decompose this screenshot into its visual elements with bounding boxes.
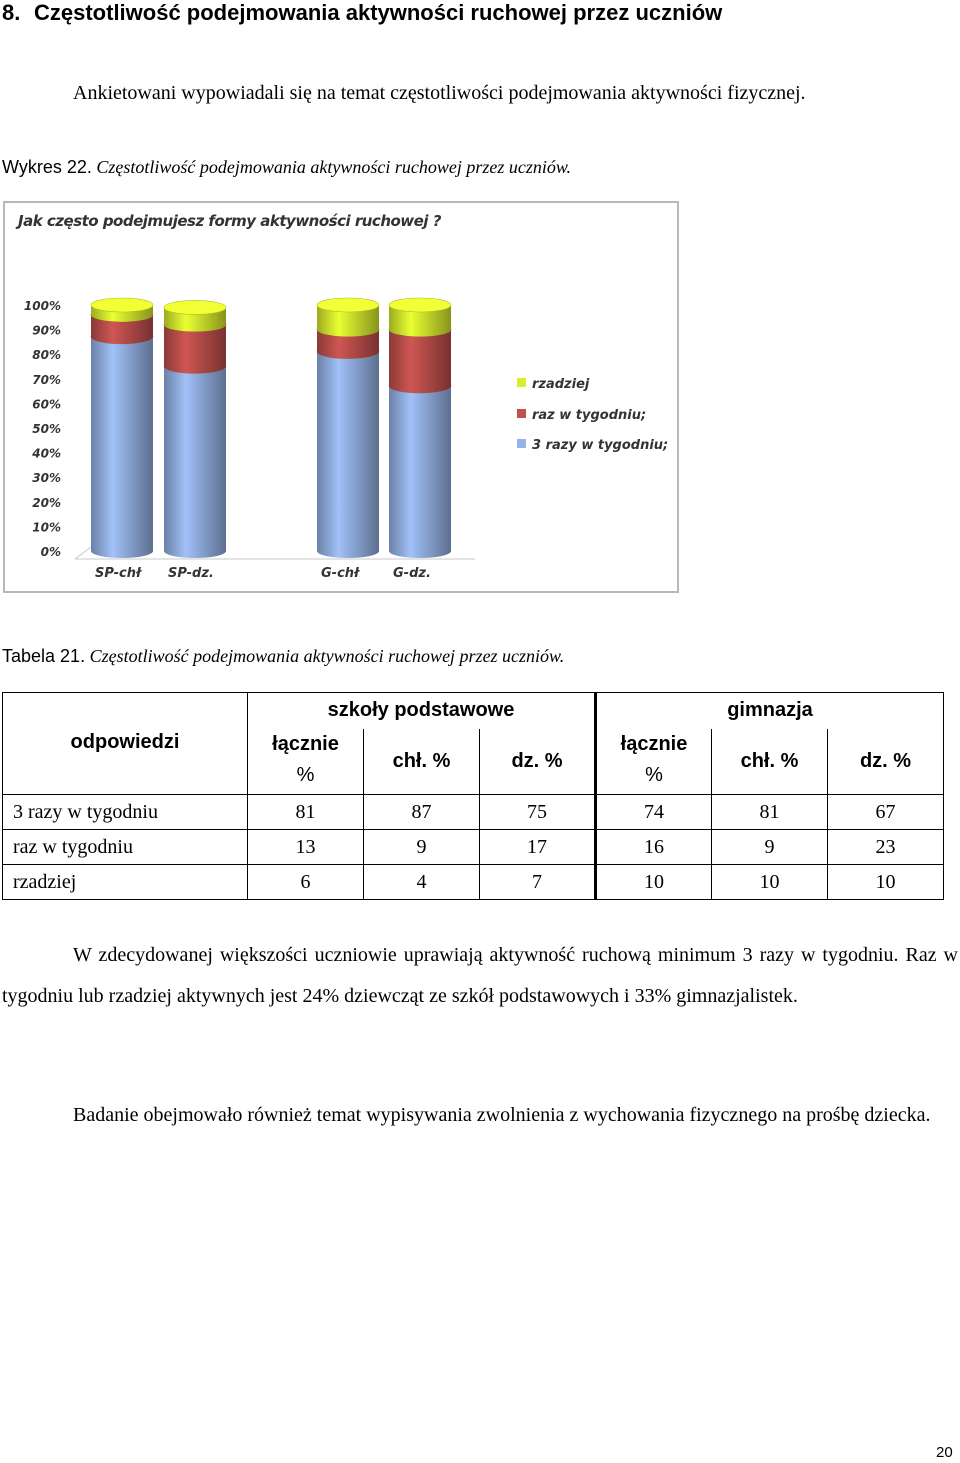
header-total-gymnasium (596, 729, 712, 795)
cell-value: 87 (364, 795, 480, 830)
cell-value: 9 (364, 830, 480, 865)
chart-caption-label: Wykres 22. (2, 157, 92, 177)
legend-swatch (517, 409, 526, 418)
cell-value: 10 (596, 865, 712, 900)
cell-value: 67 (828, 795, 944, 830)
chart-caption (2, 157, 571, 178)
y-tick-label: 20% (32, 495, 61, 510)
header-total-label: łącznie (620, 732, 688, 755)
section-title: Częstotliwość podejmowania aktywności ruchowej przez uczniów (34, 0, 723, 25)
cell-value: 6 (248, 865, 364, 900)
table-row (3, 830, 944, 865)
header-total-unit: % (645, 763, 663, 786)
row-label: 3 razy w tygodniu (3, 795, 248, 830)
chart-title: Jak często podejmujesz formy aktywności ruchowej ? (18, 212, 441, 230)
x-tick-label: SP-chł (95, 566, 141, 581)
header-total-primary (248, 729, 364, 795)
y-tick-label: 40% (32, 446, 61, 461)
bar-segment (164, 367, 226, 559)
bar-segment-cap (164, 300, 226, 314)
cell-value: 17 (480, 830, 596, 865)
cell-value: 75 (480, 795, 596, 830)
paragraph-summary-text: W zdecydowanej większości uczniowie uprawiają aktywność ruchową minimum 3 razy w tygodniu. Raz w tygodniu lub rzadziej aktywnych jest 24% dziewcząt ze szkół podstawowych i 33% gimnazjalistek. (2, 944, 958, 1007)
cell-value: 23 (828, 830, 944, 865)
bar-segment (164, 325, 226, 374)
paragraph-exemption (2, 1095, 958, 1136)
intro-text: Ankietowani wypowiadali się na temat częstotliwości podejmowania aktywności fizycznej. (73, 82, 806, 104)
bar-segment-cap (317, 298, 379, 312)
y-tick-label: 90% (32, 323, 61, 338)
x-tick-label: G-chł (321, 566, 359, 581)
stacked-bar-chart (5, 203, 677, 591)
header-gymnasium: gimnazja (596, 693, 944, 729)
table-row (3, 865, 944, 900)
y-tick-label: 60% (32, 397, 61, 412)
header-primary-schools: szkoły podstawowe (248, 693, 596, 729)
y-tick-label: 70% (32, 372, 61, 387)
cell-value: 81 (712, 795, 828, 830)
cell-value: 74 (596, 795, 712, 830)
table-caption-label: Tabela 21. (2, 646, 86, 666)
frequency-table (2, 692, 944, 900)
legend-swatch (517, 439, 526, 448)
cell-value: 4 (364, 865, 480, 900)
header-girls-gymnasium: dz. % (828, 729, 944, 795)
bar-segment (317, 352, 379, 558)
cell-value: 7 (480, 865, 596, 900)
bar-segment-cap (389, 298, 451, 312)
bar-segment-cap (91, 298, 153, 312)
header-boys-primary: chł. % (364, 729, 480, 795)
row-label: raz w tygodniu (3, 830, 248, 865)
cell-value: 9 (712, 830, 828, 865)
chart-caption-text: Częstotliwość podejmowania aktywności ruchowej przez uczniów. (96, 157, 572, 177)
cell-value: 10 (712, 865, 828, 900)
y-tick-label: 80% (32, 348, 61, 363)
table-row (3, 795, 944, 830)
cell-value: 81 (248, 795, 364, 830)
cell-value: 16 (596, 830, 712, 865)
paragraph-exemption-text: Badanie obejmowało również temat wypisywania zwolnienia z wychowania fizycznego na prośbę dziecka. (73, 1104, 931, 1126)
bar-segment (389, 386, 451, 558)
legend-label: raz w tygodniu; (532, 408, 647, 423)
table-caption (2, 646, 564, 667)
legend-swatch (517, 378, 526, 387)
y-tick-label: 0% (40, 545, 61, 559)
x-tick-label: G-dz. (393, 566, 431, 581)
floor-edge (75, 547, 91, 559)
header-answers: odpowiedzi (3, 693, 248, 795)
x-tick-label: SP-dz. (168, 566, 214, 581)
header-girls-primary: dz. % (480, 729, 596, 795)
row-label: rzadziej (3, 865, 248, 900)
legend-label: 3 razy w tygodniu; (532, 438, 669, 453)
bar-segment (389, 330, 451, 394)
cell-value: 10 (828, 865, 944, 900)
section-heading (2, 0, 722, 26)
paragraph-summary (2, 935, 958, 1017)
bar-segment (91, 337, 153, 558)
y-tick-label: 10% (32, 520, 61, 535)
header-boys-gymnasium: chł. % (712, 729, 828, 795)
chart-frame (3, 201, 679, 593)
table-caption-text: Częstotliwość podejmowania aktywności ruchowej przez uczniów. (89, 646, 565, 666)
legend-label: rzadziej (532, 377, 590, 392)
y-tick-label: 50% (32, 422, 61, 436)
cell-value: 13 (248, 830, 364, 865)
y-tick-label: 100% (23, 299, 61, 313)
y-tick-label: 30% (32, 471, 61, 486)
section-number: 8. (2, 0, 21, 25)
header-total-unit: % (296, 763, 315, 786)
header-total-label: łącznie (272, 732, 339, 755)
page-number: 20 (936, 1444, 953, 1461)
